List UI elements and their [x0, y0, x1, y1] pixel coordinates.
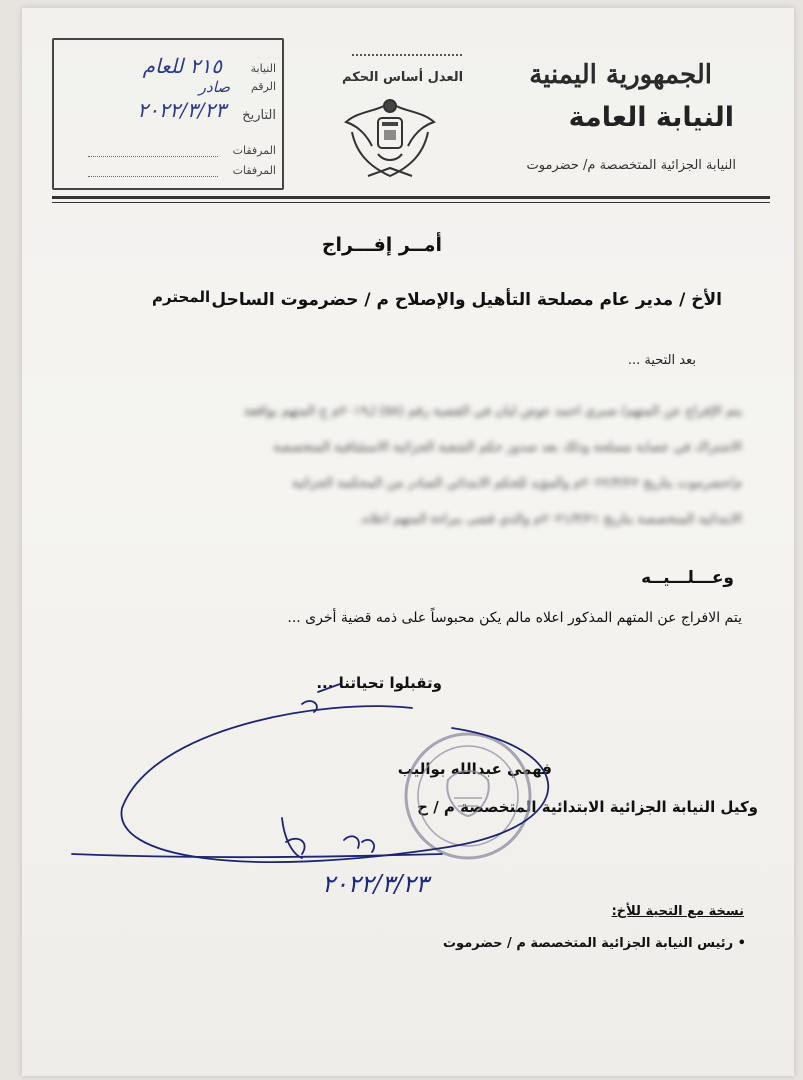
signer-title: وكيل النيابة الجزائية الابتدائية المتخصصة م / ح	[417, 798, 758, 816]
prosecution-label: النيابة	[250, 62, 276, 75]
paragraph-line-4: الابتدائية المتخصصة بتاريخ ٢٠٢١/٣/٢١م والذي قضى ببراءة المتهم اعلاه.	[358, 512, 742, 527]
copy-heading: نسخة مع التحية للأخ:	[611, 904, 744, 919]
document-title: أمــر إفـــراج	[321, 234, 442, 256]
country-name: الجمهورية اليمنية	[529, 60, 712, 90]
signature-stamp-layer	[22, 8, 794, 1076]
handwritten-date: ٢٠٢٢/٣/٢٣	[322, 870, 429, 898]
date-value: ٢٠٢٢/٣/٢٣	[137, 98, 226, 122]
attachments-label-2: المرفقات	[232, 164, 276, 177]
department-name: النيابة الجزائية المتخصصة م/ حضرموت	[526, 158, 736, 173]
authority-name: النيابة العامة	[568, 102, 734, 133]
closing-regards: وتقبلوا تحياتنا ...	[316, 674, 442, 692]
document-page	[22, 8, 794, 1076]
date-label: التاريخ	[242, 108, 276, 123]
copy-recipient-text: رئيس النيابة الجزائية المتخصصة م / حضرموت	[442, 936, 734, 951]
signer-name: فهمي عبدالله بواليب	[397, 760, 552, 778]
paragraph-line-1: يتم الإفراج عن المتهم/ صبري احمد عوض لبان في القضية رقم (٥٨) لـ٢٠١٩م ج المتهم بواقعة	[243, 404, 742, 419]
release-order-text: يتم الافراج عن المتهم المذكور اعلاه مالم يكن محبوساً على ذمه قضية أخرى ...	[287, 610, 742, 626]
addressee: الأخ / مدير عام مصلحة التأهيل والإصلاح م / حضرموت الساحل	[211, 290, 722, 310]
number-value: صادر	[198, 78, 230, 96]
attachments-label: المرفقات	[232, 144, 276, 157]
paragraph-line-3: م/حضرموت بتاريخ ٢٠٢٢/٣/٢٢م والمؤيد للحكم الابتدائي الصادر من المحكمة الجزائية	[291, 476, 742, 491]
copy-recipient: • رئيس النيابة الجزائية المتخصصة م / حضرموت	[442, 936, 746, 951]
prosecution-value: ٢١٥ للعام	[142, 54, 222, 78]
motto: العدل أساس الحكم	[342, 70, 464, 85]
official-stamp-icon	[406, 734, 530, 858]
honorific: المحترم	[152, 288, 211, 306]
number-label: الرقم	[250, 80, 276, 93]
therefore-heading: وعـــلـــيــه	[641, 568, 734, 588]
greeting: بعد التحية ...	[627, 353, 696, 368]
paragraph-line-2: الاشتراك في عصابة مسلحة وذلك بعد صدور حكم الشعبة الجزائية الاستئنافية المتخصصة	[273, 440, 742, 455]
